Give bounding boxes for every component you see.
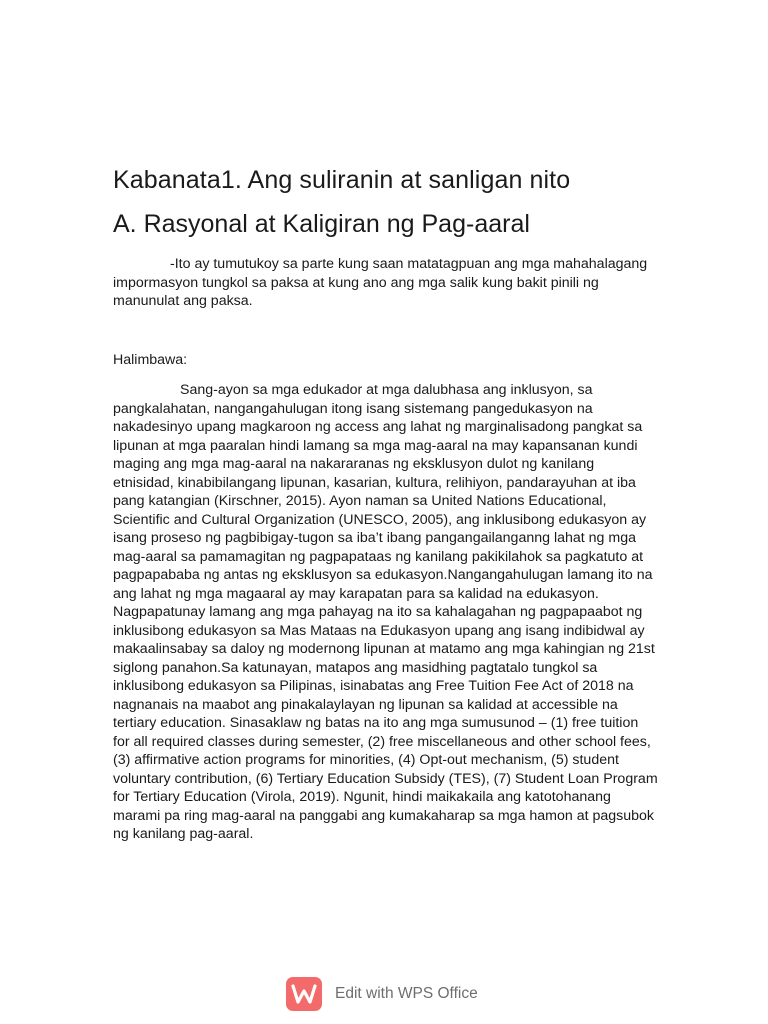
chapter-title: Kabanata1. Ang suliranin at sanligan nito xyxy=(113,166,571,194)
wps-edit-label[interactable]: Edit with WPS Office xyxy=(335,985,478,1002)
example-paragraph: Sang-ayon sa mga edukador at mga dalubhasa ang inklusyon, sa pangkalahatan, nangangahulugan itong isang sistemang pangedukasyon na nakadesinyo upang magkaroon ng access ang lahat ng marginalisadong pangkat sa lipunan at mga paaralan hindi lamang sa mga mag-aaral na may kapansanan kundi maging ang mga mag-aaral na nakararanas ng eksklusyon dulot ng kanilang etnisidad, kinabibilangang lipunan, kasarian, kultura, relihiyon, pandarayuhan at iba pang katangian (Kirschner, 2015). Ayon naman sa United Nations Educational, Scientific and Cultural Organization (UNESCO, 2005), ang inklusibong edukasyon ay isang proseso ng pagbibigay-tugon sa iba’t ibang pangangailanganng lahat ng mga mag-aaral sa pamamagitan ng pagpapataas ng kanilang pakikilahok sa pagkatuto at pagpapababa ng antas ng eksklusyon sa edukasyon.Nangangahulugan lamang ito na ang lahat ng mga magaaral ay may karapatan para sa kalidad na edukasyon. Nagpapatunay lamang ang mga pahayag na ito sa kahalagahan ng pagpapaabot ng inklusibong edukasyon sa Mas Mataas na Edukasyon upang ang isang indibidwal ay makaalinsabay sa daloy ng modernong lipunan at matamo ang mga kahingian ng 21st siglong panahon.Sa katunayan, matapos ang masidhing pagtatalo tungkol sa inklusibong edukasyon sa Pilipinas, isinabatas ang Free Tuition Fee Act of 2018 na nagnanais na maabot ang pinakalaylayan ng lipunan sa kalidad at accessible na tertiary education. Sinasaklaw ng batas na ito ang mga sumusunod – (1) free tuition for all required classes during semester, (2) free miscellaneous and other school fees, (3) affirmative action programs for minorities, (4) Opt-out mechanism, (5) student voluntary contribution, (6) Tertiary Education Subsidy (TES), (7) Student Loan Program for Tertiary Education (Virola, 2019). Ngunit, hindi maikakaila ang katotohanang marami pa ring mag-aaral na panggabi ang kumakaharap sa mga hamon at pagsubok ng kanilang pag-aaral. xyxy=(113,382,658,842)
wps-edit-banner[interactable] xyxy=(286,976,478,1012)
intro-paragraph: -Ito ay tumutukoy sa parte kung saan matatagpuan ang mga mahahalagang impormasyon tungkol sa paksa at kung ano ang mga salik kung bakit pinili ng manunulat ang paksa. xyxy=(113,256,648,309)
example-label: Halimbawa: xyxy=(113,352,188,368)
section-title: A. Rasyonal at Kaligiran ng Pag-aaral xyxy=(113,210,530,238)
wps-logo-icon[interactable] xyxy=(286,977,322,1011)
wps-logo-glyph xyxy=(291,983,317,1005)
